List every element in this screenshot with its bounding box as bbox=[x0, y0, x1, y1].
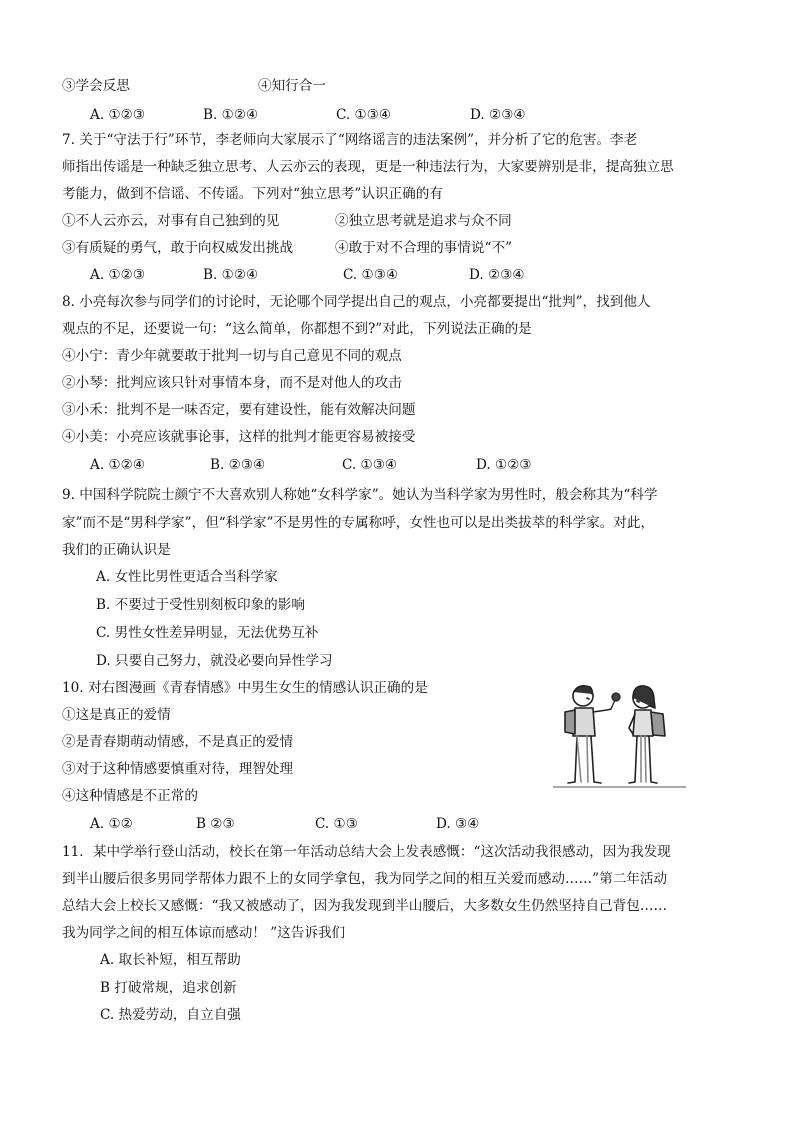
q7-option-d: D. ②③④ bbox=[469, 267, 525, 283]
q8-statement: ③小禾：批判不是一味否定，要有建设性，能有效解决问题 bbox=[62, 402, 416, 418]
q8-statement: ④小宁：青少年就要敢于批判一切与自己意见不同的观点 bbox=[62, 348, 402, 364]
q6-option-c: C. ①③④ bbox=[336, 107, 392, 123]
q8-stem-line: 观点的不足，还要说一句：“这么简单，你都想不到?”对此，下列说法正确的是 bbox=[62, 321, 532, 337]
q8-option-a: A. ①②④ bbox=[90, 457, 146, 473]
girl-figure bbox=[629, 686, 665, 783]
q9-stem-line: 9. 中国科学院院士颜宁不大喜欢别人称她“女科学家”。她认为当科学家为男性时，般会称其为“科学 bbox=[62, 487, 658, 503]
q11-stem-line: 11．某中学举行登山活动，校长在第一年活动总结大会上发表感慨：“这次活动我很感动，因为我发现 bbox=[62, 844, 671, 860]
q7-statement-2: ②独立思考就是追求与众不同 bbox=[335, 213, 512, 229]
q10-statement: ③对于这种情感要慎重对待，理智处理 bbox=[62, 761, 294, 777]
q7-stem-line: 考能力，做到不信谣、不传谣。下列对“独立思考”认识正确的有 bbox=[62, 186, 443, 202]
q8-statement: ②小琴：批判应该只针对事情本身，而不是对他人的攻击 bbox=[62, 375, 402, 391]
q8-option-d: D. ①②③ bbox=[476, 457, 532, 473]
q9-option-a: A. 女性比男性更适合当科学家 bbox=[96, 569, 278, 585]
q10-option-c: C. ①③ bbox=[315, 816, 358, 832]
q11-option-b: B 打破常规，追求创新 bbox=[100, 980, 237, 996]
q10-option-d: D. ③④ bbox=[436, 816, 480, 832]
flower-icon bbox=[611, 693, 620, 709]
q11-stem-line: 到半山腰后很多男同学帮体力跟不上的女同学拿包，我为同学之间的相互关爱而感动……”第二年活动 bbox=[62, 871, 668, 887]
q8-option-c: C. ①③④ bbox=[342, 457, 398, 473]
q9-stem-line: 家”而不是“男科学家”，但“科学家”不是男性的专属称呼，女性也可以是出类拔萃的科学家。对此， bbox=[62, 515, 655, 531]
q10-option-b: B ②③ bbox=[196, 816, 235, 832]
q7-statement-1: ①不人云亦云，对事有自己独到的见 bbox=[62, 213, 280, 229]
q11-stem-line: 我为同学之间的相互体谅而感动！ ”这告诉我们 bbox=[62, 925, 346, 941]
q6-option-a: A. ①②③ bbox=[90, 107, 146, 123]
q7-stem-line: 7. 关于“守法于行”环节，李老师向大家展示了“网络谣言的违法案例”，并分析了它的危害。李老 bbox=[62, 132, 638, 148]
q6-option-d: D. ②③④ bbox=[470, 107, 526, 123]
q8-stem-line: 8. 小亮每次参与同学们的讨论时，无论哪个同学提出自己的观点，小亮都要提出“批判”，找到他人 bbox=[62, 294, 651, 310]
q7-stem-line: 师指出传谣是一种缺乏独立思考、人云亦云的表现，更是一种违法行为，大家要辨别是非，提高独立思 bbox=[62, 159, 674, 175]
q6-statement-4: ④知行合一 bbox=[258, 78, 326, 94]
q7-option-a: A. ①②③ bbox=[90, 267, 146, 283]
q11-option-a: A. 取长补短，相互帮助 bbox=[100, 952, 241, 968]
q10-statement: ④这种情感是不正常的 bbox=[62, 788, 198, 804]
q7-option-c: C. ①③④ bbox=[343, 267, 399, 283]
youth-emotion-cartoon bbox=[553, 678, 686, 790]
q10-stem: 10. 对右图漫画《青春情感》中男生女生的情感认识正确的是 bbox=[62, 680, 428, 696]
q8-option-b: B. ②③④ bbox=[210, 457, 266, 473]
q11-stem-line: 总结大会上校长又感慨：“我又被感动了，因为我发现到半山腰后，大多数女生仍然坚持自己背包…… bbox=[62, 898, 668, 914]
q7-statement-3: ③有质疑的勇气，敢于向权威发出挑战 bbox=[62, 240, 294, 256]
q7-statement-4: ④敢于对不合理的事情说“不” bbox=[335, 240, 513, 256]
boy-figure bbox=[565, 686, 611, 783]
q11-option-c: C. 热爱劳动，自立自强 bbox=[100, 1007, 241, 1023]
q9-option-d: D. 只要自己努力，就没必要向异性学习 bbox=[96, 653, 333, 669]
q6-option-b: B. ①②④ bbox=[203, 107, 259, 123]
q8-statement: ④小美：小亮应该就事论事，这样的批判才能更容易被接受 bbox=[62, 429, 416, 445]
q7-option-b: B. ①②④ bbox=[203, 267, 259, 283]
q9-option-c: C. 男性女性差异明显，无法优势互补 bbox=[96, 625, 319, 641]
q10-statement: ①这是真正的爱情 bbox=[62, 707, 171, 723]
q10-statement: ②是青春期萌动情感，不是真正的爱情 bbox=[62, 734, 294, 750]
q10-option-a: A. ①② bbox=[90, 816, 133, 832]
q9-option-b: B. 不要过于受性别刻板印象的影响 bbox=[96, 597, 305, 613]
q6-statement-3: ③学会反思 bbox=[62, 78, 130, 94]
q9-stem-line: 我们的正确认识是 bbox=[62, 542, 171, 558]
